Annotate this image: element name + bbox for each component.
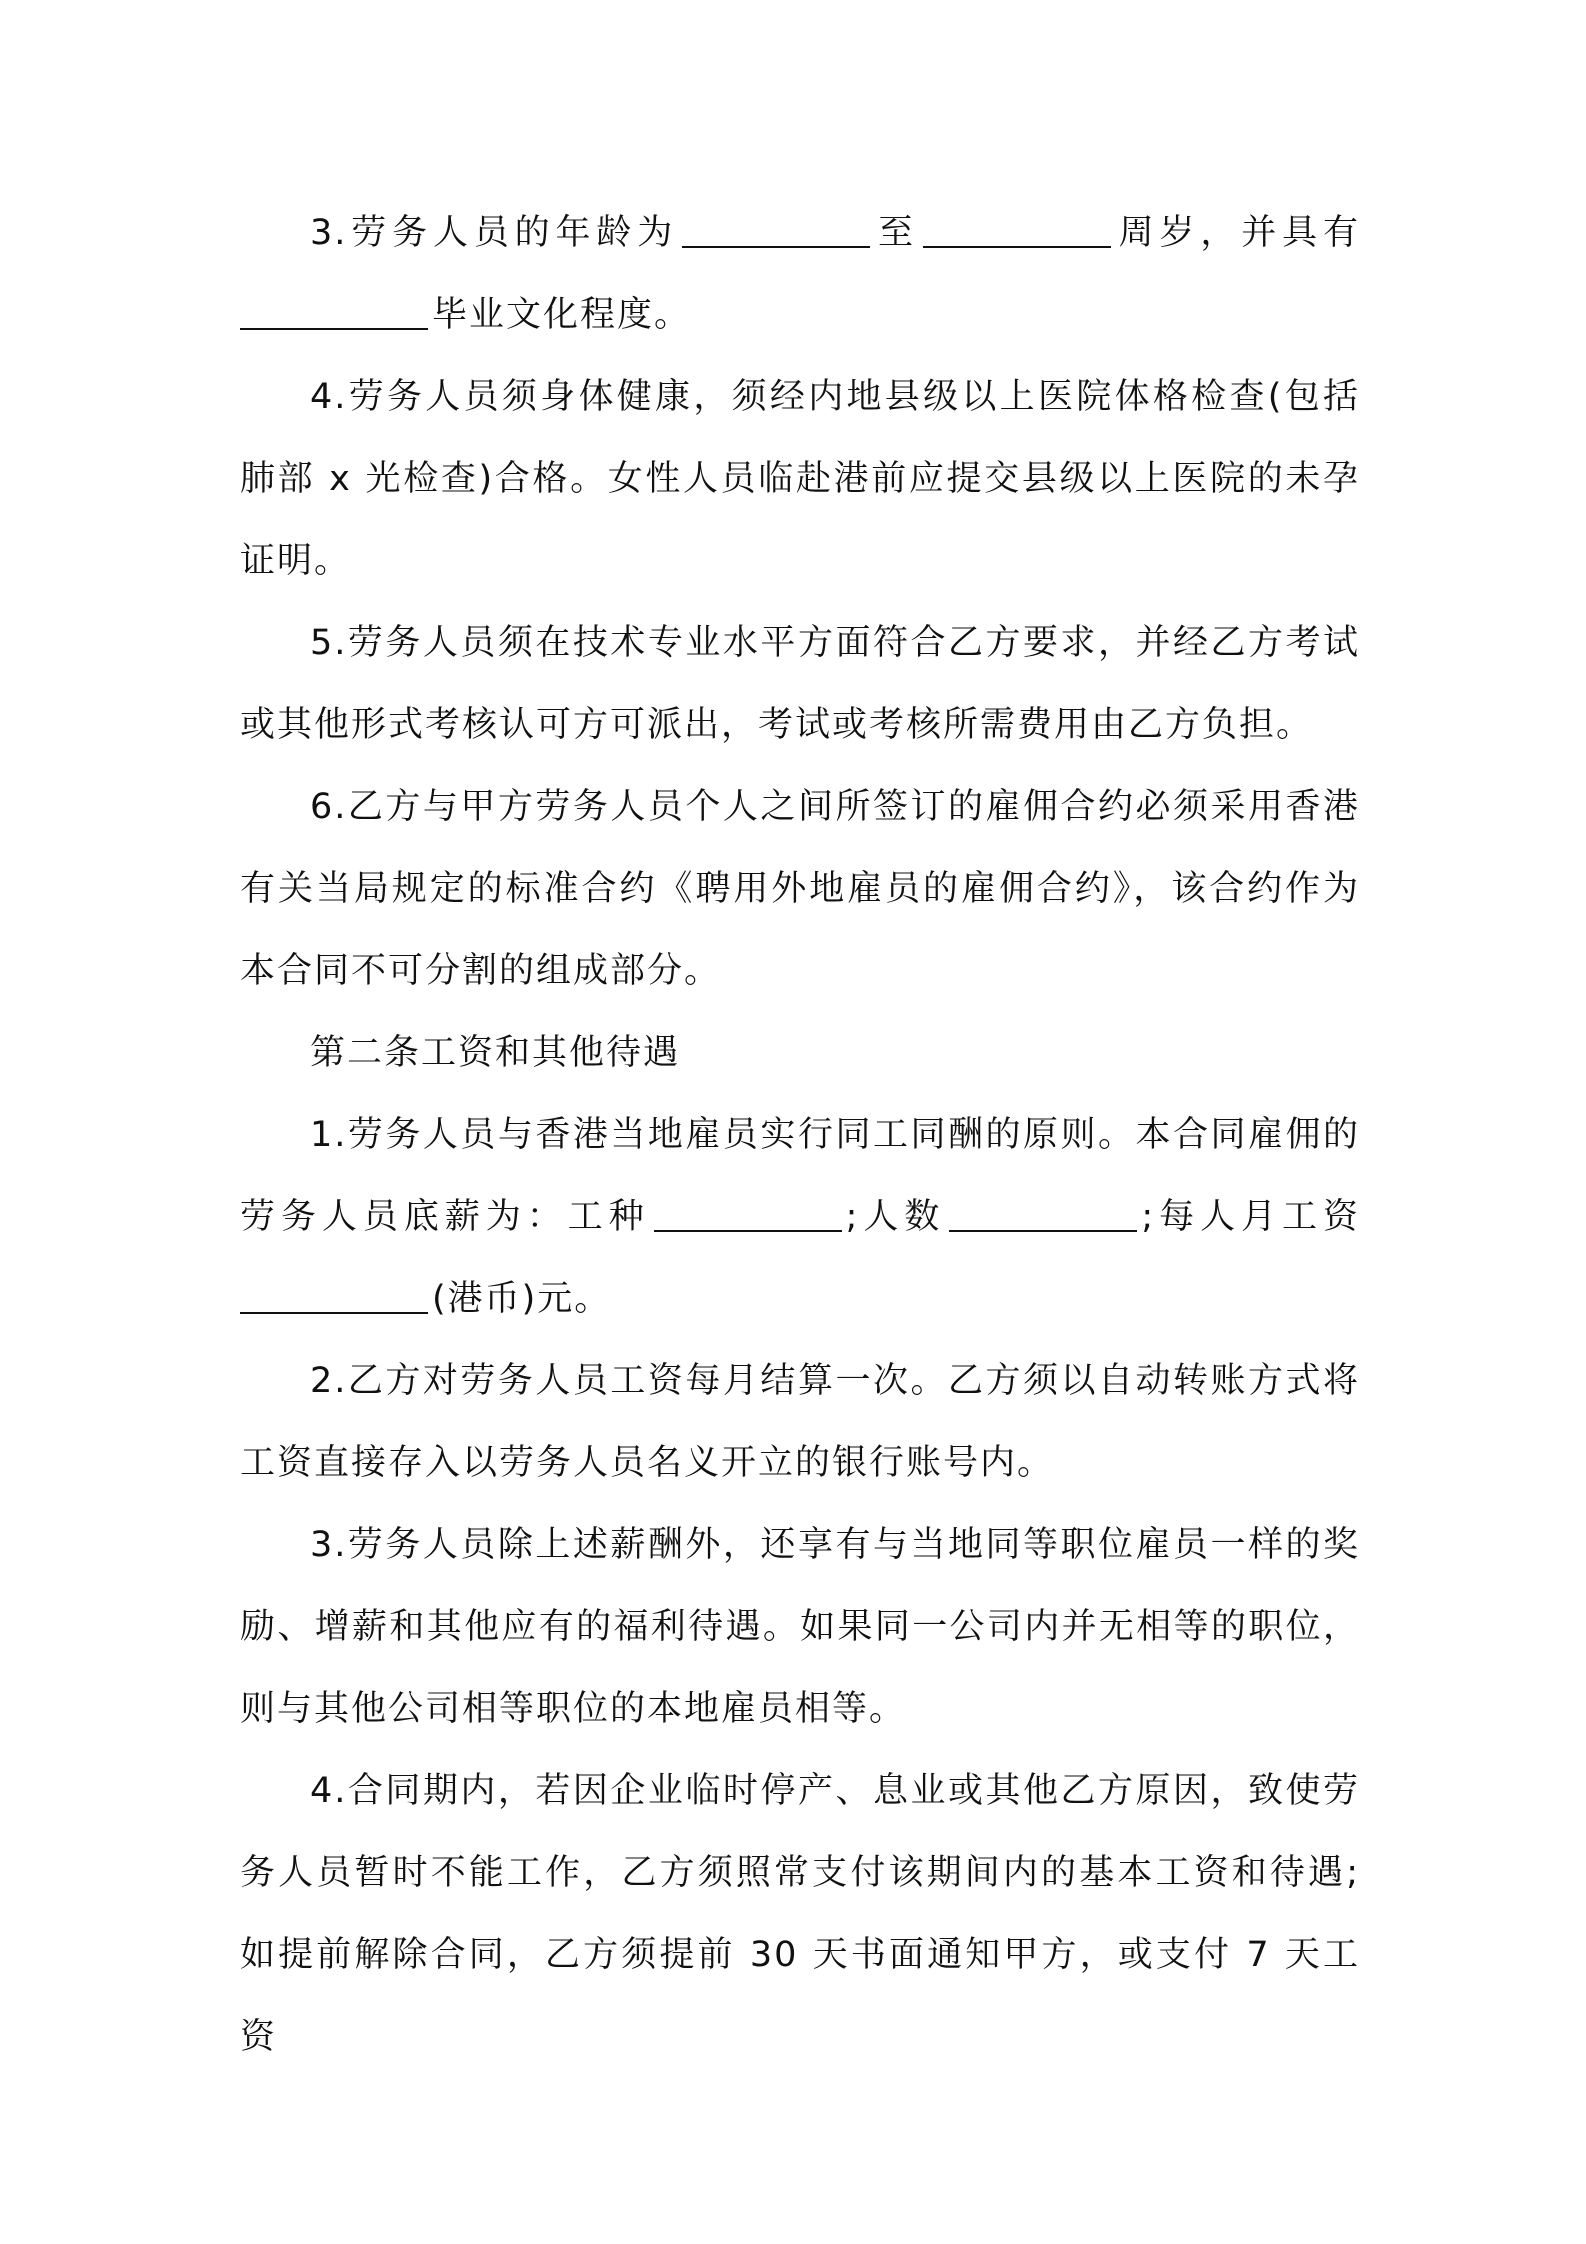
- clause-age-text-4: 毕业文化程度。: [432, 295, 692, 335]
- clause-suspension-termination: 4.合同期内，若因企业临时停产、息业或其他乙方原因，致使劳务人员暂时不能工作，乙方须照常支付该期间内的基本工资和待遇;如提前解除合同，乙方须提前 30 天书面通知甲方，或支付 7 天工资: [240, 1771, 1360, 2057]
- clause-monthly-settlement: 2.乙方对劳务人员工资每月结算一次。乙方须以自动转账方式将工资直接存入以劳务人员名义开立的银行账号内。: [240, 1361, 1360, 1483]
- clause-pay-text-3: ;每人月工资: [1141, 1197, 1360, 1237]
- monthly-wage-blank[interactable]: [240, 1278, 428, 1314]
- clause-health-requirement: 4.劳务人员须身体健康，须经内地县级以上医院体格检查(包括肺部 x 光检查)合格。女性人员临赴港前应提交县级以上医院的未孕证明。: [240, 377, 1360, 581]
- clause-equal-pay: [240, 1094, 1360, 1340]
- education-level-blank[interactable]: [240, 294, 428, 330]
- article-2-heading: 第二条工资和其他待遇: [310, 1033, 681, 1073]
- clause-benefits: 3.劳务人员除上述薪酬外，还享有与当地同等职位雇员一样的奖励、增薪和其他应有的福利待遇。如果同一公司内并无相等的职位，则与其他公司相等职位的本地雇员相等。: [240, 1525, 1360, 1729]
- clause-age-requirement: [240, 192, 1360, 356]
- clause-pay-text-2: ;人数: [845, 1197, 946, 1237]
- clause-age-text-3: 周岁，并具有: [1114, 213, 1360, 253]
- clause-age-text-1: 3.劳务人员的年龄为: [310, 213, 679, 253]
- clause-pay-text-1: 1.劳务人员与香港当地雇员实行同工同酬的原则。本合同雇佣的劳务人员底薪为：工种: [240, 1115, 1360, 1237]
- clause-pay-text-4: (港币)元。: [432, 1279, 612, 1319]
- document-body: [240, 192, 1360, 2078]
- job-type-blank[interactable]: [654, 1196, 842, 1232]
- clause-age-text-2: 至: [874, 213, 919, 253]
- headcount-blank[interactable]: [949, 1196, 1137, 1232]
- clause-employment-contract: 6.乙方与甲方劳务人员个人之间所签订的雇佣合约必须采用香港有关当局规定的标准合约《聘用外地雇员的雇佣合约》，该合约作为本合同不可分割的组成部分。: [240, 787, 1360, 991]
- clause-skill-requirement: 5.劳务人员须在技术专业水平方面符合乙方要求，并经乙方考试或其他形式考核认可方可派出，考试或考核所需费用由乙方负担。: [240, 623, 1360, 745]
- age-max-blank[interactable]: [923, 212, 1111, 248]
- age-min-blank[interactable]: [682, 212, 870, 248]
